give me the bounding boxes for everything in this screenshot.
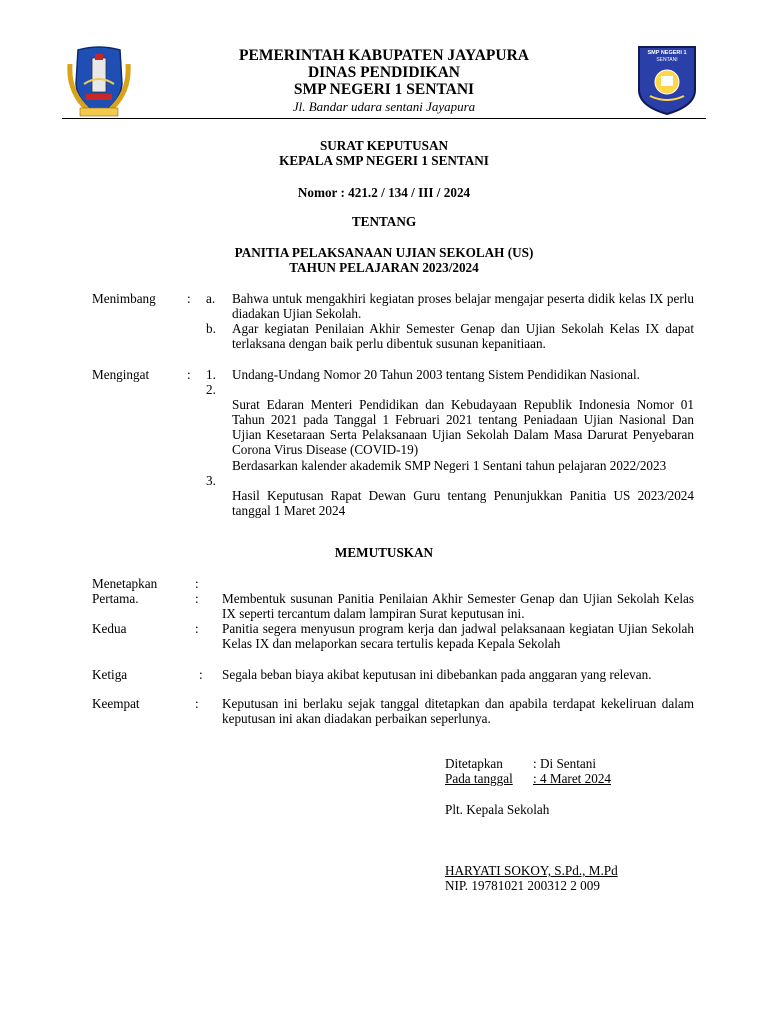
right-logo-text-top: SMP NEGERI 1 <box>647 50 687 56</box>
pertama-label: Pertama. <box>92 591 139 606</box>
mengingat-item-4: Hasil Keputusan Rapat Dewan Guru tentang Penunjukkan Panitia US 2023/2024 tanggal 1 Maret 2024 <box>232 488 694 518</box>
menimbang-item-b: Agar kegiatan Penilaian Akhir Semester Genap dan Ujian Sekolah Kelas IX dapat terlaksana dengan baik perlu dibentuk susunan kepanitiaan. <box>232 321 694 351</box>
menimbang-marker-a: a. <box>206 291 216 306</box>
letterhead-address: Jl. Bandar udara sentani Jayapura <box>292 99 476 114</box>
keempat-colon: : <box>195 696 199 711</box>
signer-role: Plt. Kepala Sekolah <box>445 802 550 817</box>
keempat-label: Keempat <box>92 696 140 711</box>
document-title: SURAT KEPUTUSAN <box>319 138 449 153</box>
right-logo-text-bottom: SENTANI <box>656 57 678 63</box>
subject-line-1: PANITIA PELAKSANAAN UJIAN SEKOLAH (US) <box>234 245 534 260</box>
letterhead-government: PEMERINTAH KABUPATEN JAYAPURA <box>239 47 529 64</box>
signer-name: HARYATI SOKOY, S.Pd., M.Pd <box>445 863 618 878</box>
letterhead-department: DINAS PENDIDIKAN <box>307 64 460 81</box>
mengingat-marker-1: 1. <box>206 367 216 382</box>
menimbang-item-a: Bahwa untuk mengakhiri kegiatan proses belajar mengajar peserta didik kelas IX perlu diadakan Ujian Sekolah. <box>232 291 694 321</box>
menimbang-colon: : <box>187 291 191 306</box>
keempat-text: Keputusan ini berlaku sejak tanggal ditetapkan dan apabila terdapat kekeliruan dalam keputusan ini akan diadakan perbaikan seperlunya. <box>222 696 694 726</box>
tentang-heading: TENTANG <box>351 214 417 229</box>
mengingat-item-1: Undang-Undang Nomor 20 Tahun 2003 tentang Sistem Pendidikan Nasional. <box>232 367 640 382</box>
ditetapkan-value: : Di Sentani <box>533 756 597 771</box>
mengingat-colon: : <box>187 367 191 382</box>
ketiga-label: Ketiga <box>92 667 128 682</box>
kedua-text: Panitia segera menyusun program kerja dan jadwal pelaksanaan kegiatan Ujian Sekolah Kelas IX dan melaporkan secara tertulis kepada Kepala Sekolah <box>222 621 694 651</box>
menimbang-label: Menimbang <box>92 291 156 306</box>
kedua-label: Kedua <box>92 621 127 636</box>
pertama-colon: : <box>195 591 199 606</box>
letterhead-divider <box>62 118 706 119</box>
document-issuer: KEPALA SMP NEGERI 1 SENTANI <box>279 153 489 168</box>
menetapkan-colon: : <box>195 576 199 591</box>
mengingat-item-3: Berdasarkan kalender akademik SMP Negeri 1 Sentani tahun pelajaran 2022/2023 <box>232 458 667 473</box>
ditetapkan-label: Ditetapkan <box>445 756 503 771</box>
mengingat-marker-3: 3. <box>206 473 216 488</box>
letterhead-school: SMP NEGERI 1 SENTANI <box>293 81 475 98</box>
ketiga-text: Segala beban biaya akibat keputusan ini dibebankan pada anggaran yang relevan. <box>222 667 652 682</box>
mengingat-marker-2: 2. <box>206 382 216 397</box>
signer-nip: NIP. 19781021 200312 2 009 <box>445 878 600 893</box>
kedua-colon: : <box>195 621 199 636</box>
tanggal-label: Pada tanggal <box>445 771 513 786</box>
subject-line-2: TAHUN PELAJARAN 2023/2024 <box>289 260 479 275</box>
mengingat-label: Mengingat <box>92 367 150 382</box>
ketiga-colon: : <box>199 667 203 682</box>
pertama-text: Membentuk susunan Panitia Penilaian Akhir Semester Genap dan Ujian Sekolah Kelas IX seperti tercantum dalam lampiran Surat keputusan ini. <box>222 591 694 621</box>
document-number: Nomor : 421.2 / 134 / III / 2024 <box>297 185 471 200</box>
mengingat-item-2: Surat Edaran Menteri Pendidikan dan Kebudayaan Republik Indonesia Nomor 01 Tahun 2021 pada Tanggal 1 Februari 2021 tentang Peniadaan Ujian Nasional Dan Ujian Kesetaraan Serta Pelaksanaan Ujian Sekolah Dalam Masa Darurat Penyebaran Corona Virus Disease (COVID-19) <box>232 397 694 457</box>
memutuskan-heading: MEMUTUSKAN <box>334 545 434 560</box>
menetapkan-label: Menetapkan <box>92 576 158 591</box>
menimbang-marker-b: b. <box>206 321 216 336</box>
tanggal-value: : 4 Maret 2024 <box>533 771 612 786</box>
